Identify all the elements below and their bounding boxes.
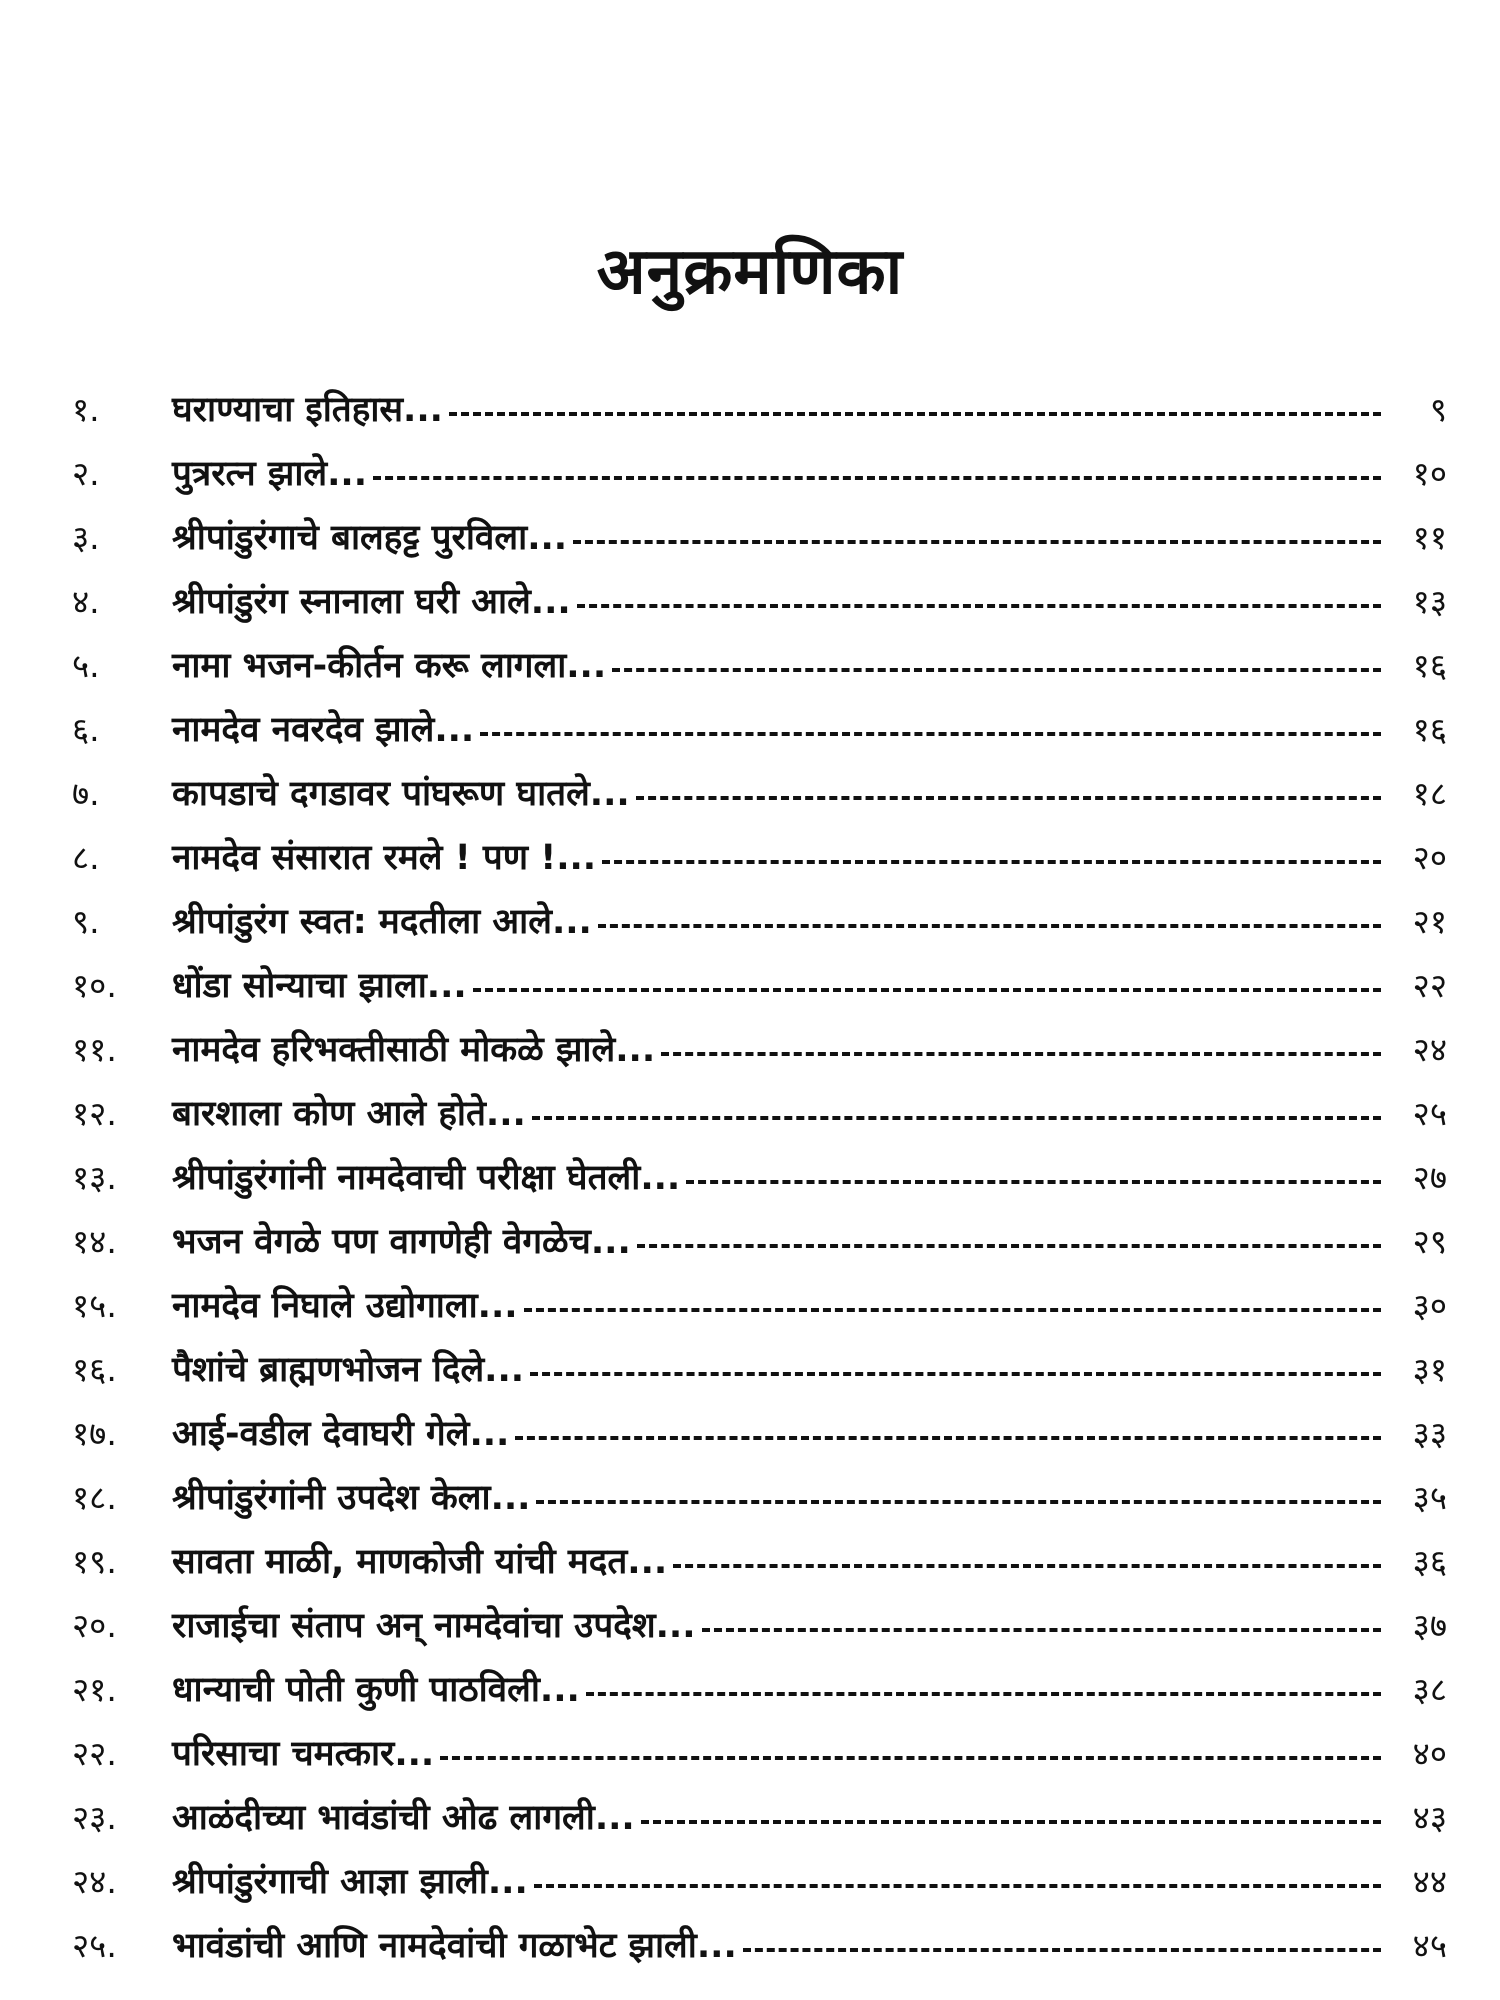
dash-leader: [686, 1180, 1381, 1184]
entry-number: १५.: [72, 1286, 117, 1325]
entry-page-number: १६: [1412, 646, 1447, 685]
dash-leader: [573, 540, 1381, 544]
entry-page-number: ३०: [1412, 1286, 1447, 1325]
entry-page-number: १६: [1412, 710, 1447, 749]
entry-title: आई-वडील देवाघरी गेले...: [172, 1414, 510, 1454]
entry-title: श्रीपांडुरंगाची आज्ञा झाली...: [172, 1862, 528, 1902]
toc-entry: [72, 1466, 1447, 1530]
dash-leader: [440, 1756, 1381, 1760]
entry-number: ७.: [72, 774, 100, 813]
toc-entry: [72, 634, 1447, 698]
dash-leader: [577, 604, 1381, 608]
entry-number: २५.: [72, 1926, 117, 1965]
entry-number: ९.: [72, 902, 100, 941]
entry-number: ८.: [72, 838, 100, 877]
table-of-contents: [72, 378, 1447, 1978]
toc-entry: [72, 1018, 1447, 1082]
entry-number: १४.: [72, 1222, 117, 1261]
entry-title: श्रीपांडुरंगांनी नामदेवाची परीक्षा घेतली...: [172, 1158, 681, 1198]
toc-entry: [72, 762, 1447, 826]
dash-leader: [637, 1244, 1381, 1248]
entry-number: २४.: [72, 1862, 117, 1901]
entry-number: २३.: [72, 1798, 117, 1837]
entry-title: भजन वेगळे पण वागणेही वेगळेच...: [172, 1222, 631, 1262]
entry-page-number: २२: [1412, 966, 1447, 1005]
page-title: अनुक्रमणिका: [596, 235, 904, 309]
entry-page-number: ११: [1412, 518, 1447, 557]
entry-page-number: १८: [1412, 774, 1447, 813]
entry-title: श्रीपांडुरंगाचे बालहट्ट पुरविला...: [172, 518, 568, 558]
dash-leader: [524, 1308, 1381, 1312]
dash-leader: [515, 1436, 1381, 1440]
entry-page-number: ३३: [1412, 1414, 1447, 1453]
entry-page-number: २५: [1412, 1094, 1447, 1133]
dash-leader: [536, 1500, 1381, 1504]
entry-title: श्रीपांडुरंग स्नानाला घरी आले...: [172, 582, 571, 622]
toc-entry: [72, 570, 1447, 634]
dash-leader: [661, 1052, 1381, 1056]
toc-entry: [72, 1082, 1447, 1146]
toc-entry: [72, 826, 1447, 890]
toc-entry: [72, 506, 1447, 570]
dash-leader: [480, 732, 1381, 736]
dash-leader: [598, 924, 1381, 928]
entry-number: २२.: [72, 1734, 117, 1773]
dash-leader: [673, 1564, 1381, 1568]
dash-leader: [612, 668, 1381, 672]
dash-leader: [641, 1820, 1381, 1824]
entry-number: १२.: [72, 1094, 117, 1133]
entry-number: २.: [72, 454, 100, 493]
entry-page-number: २०: [1412, 838, 1447, 877]
dash-leader: [602, 860, 1381, 864]
toc-entry: [72, 1722, 1447, 1786]
entry-page-number: २७: [1412, 1158, 1447, 1197]
dash-leader: [530, 1372, 1381, 1376]
toc-entry: [72, 1850, 1447, 1914]
toc-entry: [72, 1594, 1447, 1658]
entry-title: भावंडांची आणि नामदेवांची गळाभेट झाली...: [172, 1926, 737, 1966]
entry-title: पुत्ररत्न झाले...: [172, 454, 368, 494]
entry-page-number: ४३: [1412, 1798, 1447, 1837]
dash-leader: [532, 1116, 1381, 1120]
toc-entry: [72, 378, 1447, 442]
toc-entry: [72, 954, 1447, 1018]
toc-entry: [72, 1402, 1447, 1466]
dash-leader: [534, 1884, 1381, 1888]
toc-entry: [72, 1914, 1447, 1978]
entry-page-number: ४४: [1412, 1862, 1447, 1901]
entry-title: राजाईचा संताप अन् नामदेवांचा उपदेश...: [172, 1606, 696, 1646]
entry-title: परिसाचा चमत्कार...: [172, 1734, 435, 1774]
entry-title: सावता माळी, माणकोजी यांची मदत...: [172, 1542, 668, 1582]
entry-number: १८.: [72, 1478, 117, 1517]
entry-title: नामदेव निघाले उद्योगाला...: [172, 1286, 518, 1326]
entry-title: नामदेव नवरदेव झाले...: [172, 710, 475, 750]
entry-page-number: २१: [1412, 902, 1447, 941]
entry-page-number: २९: [1412, 1222, 1447, 1261]
entry-page-number: ४५: [1412, 1926, 1447, 1965]
entry-number: १६.: [72, 1350, 117, 1389]
toc-entry: [72, 1146, 1447, 1210]
entry-page-number: ३६: [1412, 1542, 1447, 1581]
entry-title: नामदेव संसारात रमले ! पण !...: [172, 838, 597, 878]
entry-title: नामदेव हरिभक्तीसाठी मोकळे झाले...: [172, 1030, 656, 1070]
toc-entry: [72, 1338, 1447, 1402]
entry-number: ५.: [72, 646, 100, 685]
toc-entry: [72, 698, 1447, 762]
dash-leader: [473, 988, 1381, 992]
entry-number: ४.: [72, 582, 100, 621]
entry-number: २०.: [72, 1606, 117, 1645]
entry-page-number: ३१: [1412, 1350, 1447, 1389]
entry-title: घराण्याचा इतिहास...: [172, 390, 443, 430]
entry-page-number: ४०: [1412, 1734, 1447, 1773]
entry-page-number: ९: [1429, 390, 1447, 429]
dash-leader: [743, 1948, 1381, 1952]
entry-number: ११.: [72, 1030, 117, 1069]
entry-title: कापडाचे दगडावर पांघरूण घातले...: [172, 774, 630, 814]
entry-number: ३.: [72, 518, 100, 557]
entry-title: बारशाला कोण आले होते...: [172, 1094, 526, 1134]
entry-number: १३.: [72, 1158, 117, 1197]
entry-page-number: ३५: [1412, 1478, 1447, 1517]
entry-number: ६.: [72, 710, 100, 749]
entry-number: २१.: [72, 1670, 117, 1709]
entry-page-number: ३७: [1412, 1606, 1447, 1645]
dash-leader: [449, 412, 1381, 416]
entry-number: १७.: [72, 1414, 117, 1453]
entry-title: आळंदीच्या भावंडांची ओढ लागली...: [172, 1798, 635, 1838]
entry-number: १०.: [72, 966, 117, 1005]
dash-leader: [373, 476, 1381, 480]
entry-title: धान्याची पोती कुणी पाठविली...: [172, 1670, 580, 1710]
entry-title: पैशांचे ब्राह्मणभोजन दिले...: [172, 1350, 525, 1390]
entry-title: धोंडा सोन्याचा झाला...: [172, 966, 467, 1006]
entry-page-number: ३८: [1412, 1670, 1447, 1709]
entry-title: श्रीपांडुरंगांनी उपदेश केला...: [172, 1478, 531, 1518]
entry-title: नामा भजन-कीर्तन करू लागला...: [172, 646, 607, 686]
dash-leader: [586, 1692, 1381, 1696]
toc-entry: [72, 1786, 1447, 1850]
entry-page-number: १३: [1412, 582, 1447, 621]
dash-leader: [702, 1628, 1381, 1632]
entry-number: १९.: [72, 1542, 117, 1581]
toc-entry: [72, 890, 1447, 954]
toc-entry: [72, 442, 1447, 506]
dash-leader: [636, 796, 1381, 800]
toc-entry: [72, 1530, 1447, 1594]
toc-entry: [72, 1210, 1447, 1274]
toc-entry: [72, 1274, 1447, 1338]
entry-page-number: १०: [1412, 454, 1447, 493]
entry-title: श्रीपांडुरंग स्वत: मदतीला आले...: [172, 902, 592, 942]
toc-entry: [72, 1658, 1447, 1722]
entry-number: १.: [72, 390, 100, 429]
entry-page-number: २४: [1412, 1030, 1447, 1069]
